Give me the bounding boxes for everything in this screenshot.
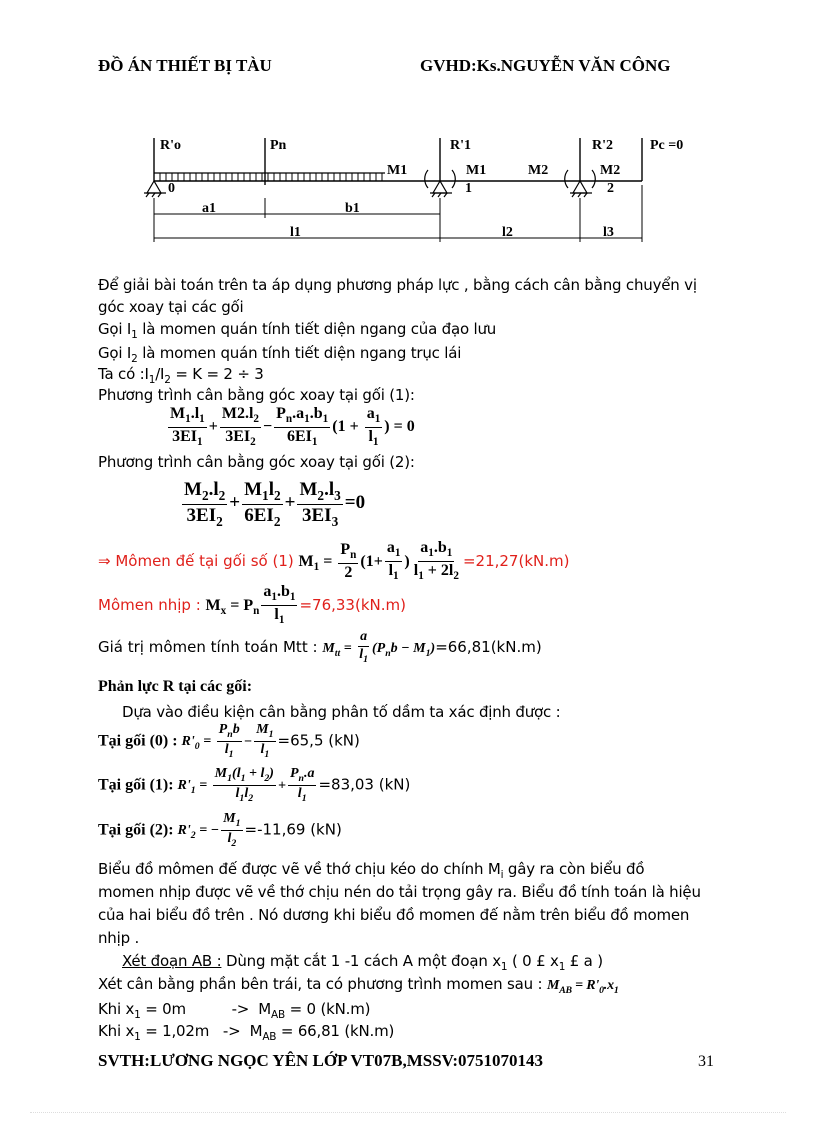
para-1a: Để giải bài toán trên ta áp dụng phương pháp lực , bằng cách cân bằng chuyển vị bbox=[98, 276, 697, 294]
label-a1: a1 bbox=[202, 201, 216, 216]
label-m2-left: M2 bbox=[528, 163, 549, 178]
para-14: của hai biểu đồ trên . Nó dương khi biểu đồ momen đế nằm trên biểu đồ momen bbox=[98, 906, 690, 924]
label-l1: l1 bbox=[290, 225, 301, 240]
page-number: 31 bbox=[698, 1053, 714, 1070]
para-15: nhịp . bbox=[98, 929, 140, 947]
para-19: Khi $x_1 = 1,02m -> M_{AB} = 66,81$ (kN.m) bbox=[98, 1022, 395, 1043]
para-4: Ta có $:I_1/I_2 = K = 2 \div 3$ bbox=[98, 365, 264, 386]
section-reactions-title: Phản lực R tại các gối: bbox=[98, 678, 253, 695]
para-11: Dựa vào điều kiện cân bằng phân tố dầm ta xác định được : bbox=[122, 703, 561, 721]
header-right: GVHD:Ks.NGUYỄN VĂN CÔNG bbox=[420, 56, 671, 75]
para-16: Xét đoạn AB : Dùng mặt cắt 1 -1 cách A một đoạn $x_1$ ( 0 £ $x_1$ £ a ) bbox=[122, 952, 603, 973]
para-2: Gọi $I_1$ là momen quán tính tiết diện ngang của đạo lưu bbox=[98, 320, 497, 341]
footer-text: SVTH:LƯƠNG NGỌC YÊN LỚP VT07B,MSSV:0751070143 bbox=[98, 1051, 544, 1070]
label-l2: l2 bbox=[502, 225, 513, 240]
equation-2: $\frac{M_2.l_2}{3EI_2}$ + $\frac{M_1l_2}{6EI_2}$ + $\frac{M_2.l_3}{3EI_3}$ =0 bbox=[184, 479, 366, 529]
moment-support-1: ⇒ Mômen đế tại gối số (1) $M_1$ = $\frac{P_n}{2}$ (1+ $\frac{a_1}{l_1}$ ) $\frac{a_1.b_1}{l_1 + 2l_2}$ =21,27(kN.m) bbox=[98, 539, 570, 583]
design-moment: Giá trị mômen tính toán Mtt : $M_{tt}$ = $\frac{a}{l_1}$ $(P_nb - M_1)=66,81(kN.m)$ bbox=[98, 629, 542, 665]
label-r2: R'2 bbox=[592, 138, 613, 153]
para-13: momen nhịp được vẽ về thớ chịu nén do tải trọng gây ra. Biểu đồ tính toán là hiệu bbox=[98, 883, 701, 901]
label-node-2: 2 bbox=[607, 181, 614, 196]
label-node-0: 0 bbox=[168, 181, 175, 196]
para-17: Xét cân bằng phần bên trái, ta có phương trình momen sau : $M_{AB} = R'_0.x_1$ bbox=[98, 975, 619, 996]
header-left: ĐỒ ÁN THIẾT BỊ TÀU bbox=[98, 56, 272, 75]
para-6: Phương trình cân bằng góc xoay tại gối (2): bbox=[98, 453, 415, 471]
reaction-2: Tại gối (2): $R'_2$ = − $\frac{M_1}{l_2}$ =-11,69 (kN) bbox=[98, 811, 342, 849]
reaction-1: Tại gối (1): $R'_1$ = $\frac{M_1(l_1 + l_2)}{l_1l_2}$ + $\frac{P_n.a}{l_1}$ =83,03 (kN) bbox=[98, 766, 411, 804]
label-m1-left: M1 bbox=[387, 163, 408, 178]
label-b1: b1 bbox=[345, 201, 360, 216]
label-node-1: 1 bbox=[465, 181, 472, 196]
para-5: Phương trình cân bằng góc xoay tại gối (1): bbox=[98, 386, 415, 404]
para-3: Gọi $I_2$ là momen quán tính tiết diện ngang trục lái bbox=[98, 344, 462, 365]
span-moment: Mômen nhịp : $M_x = P_n$ $\frac{a_1.b_1}{l_1}$ =76,33(kN.m) bbox=[98, 583, 406, 627]
reaction-0: Tại gối (0) : $R'_0$ = $\frac{P_nb}{l_1}$ − $\frac{M_1}{l_1}$ =65,5 (kN) bbox=[98, 722, 360, 760]
label-l3: l3 bbox=[603, 225, 614, 240]
label-m2-right: M2 bbox=[600, 163, 621, 178]
para-18: Khi $x_1 = 0m$ -> $M_{AB} = 0$ (kN.m) bbox=[98, 1000, 371, 1021]
label-r0: R'o bbox=[160, 138, 181, 153]
para-12: Biểu đồ mômen đế được vẽ về thớ chịu kéo do chính $M_i$ gây ra còn biểu đồ bbox=[98, 860, 645, 881]
label-pn: Pn bbox=[270, 138, 287, 153]
bottom-divider bbox=[30, 1112, 786, 1113]
equation-1: $\frac{M_1.l_1}{3EI_1}$ + $\frac{M2.l_2}{3EI_2}$ − $\frac{P_n.a_1.b_1}{6EI_1}$ (1 + $\frac{a_1}{l_1}$ ) = 0 bbox=[170, 405, 415, 449]
label-m1-right: M1 bbox=[466, 163, 487, 178]
label-r1: R'1 bbox=[450, 138, 471, 153]
beam-diagram bbox=[140, 130, 710, 250]
label-pc: Pc =0 bbox=[650, 138, 684, 153]
para-1b: góc xoay tại các gối bbox=[98, 298, 244, 316]
